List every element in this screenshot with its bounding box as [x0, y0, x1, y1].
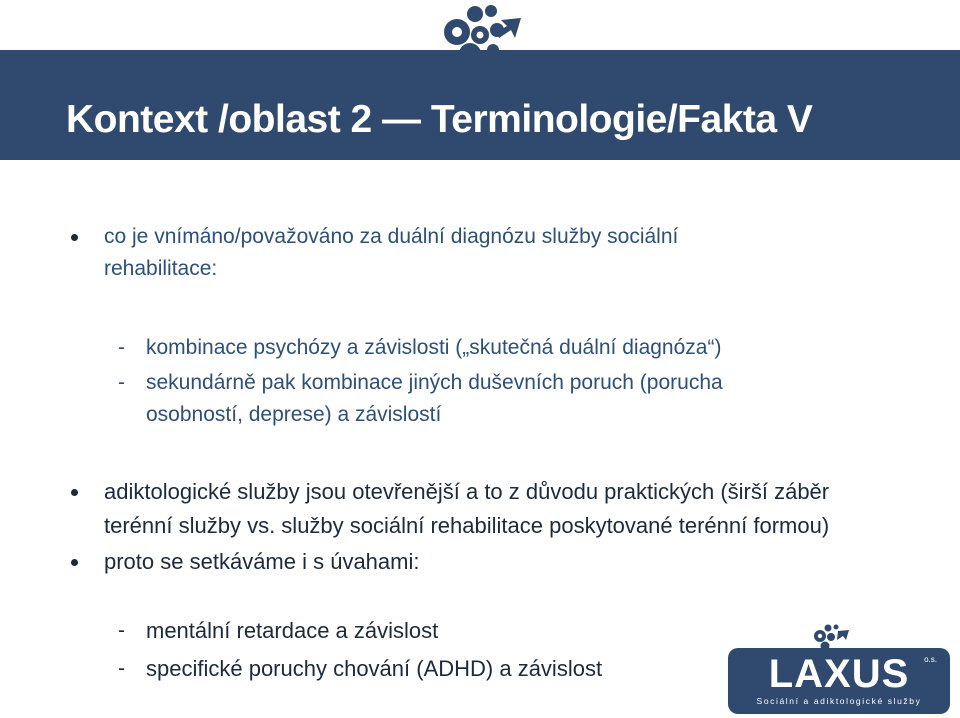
- bullet3-line1: proto se setkáváme i s úvahami:: [104, 549, 420, 574]
- bullet-marker: [71, 234, 78, 241]
- bullet2-line1: adiktologické služby jsou otevřenější a to z důvodu praktických (širší záběr: [104, 479, 830, 504]
- sublist1-item2-line2: osobností, deprese) a závislostí: [146, 403, 442, 426]
- bullet2-line2: terénní služby vs. služby sociální rehabilitace poskytované terénní formou): [104, 513, 830, 538]
- sublist1-item1: kombinace psychózy a závislosti („skutečná duální diagnóza“): [146, 336, 722, 359]
- bullet-marker: [71, 489, 78, 496]
- laxus-suffix: o.s.: [924, 655, 937, 664]
- sublist2-item2: specifické poruchy chování (ADHD) a závislost: [146, 656, 603, 681]
- page-title: Kontext /oblast 2 — Terminologie/Fakta V: [66, 98, 813, 141]
- sublist1-dash: -: [118, 371, 125, 394]
- sublist1-item2-line1: sekundárně pak kombinace jiných duševních poruch (porucha: [146, 371, 723, 394]
- sublist1-dash: -: [118, 336, 125, 359]
- laxus-tagline: Sociální a adiktologické služby: [756, 696, 922, 706]
- bullet-marker: [71, 559, 78, 566]
- laxus-logo: [728, 622, 950, 714]
- laxus-wordmark: LAXUS: [768, 652, 910, 696]
- laxus-bubbles-icon: [814, 625, 849, 651]
- bullet1-line2: rehabilitace:: [104, 257, 218, 280]
- sublist2-dash: -: [118, 619, 125, 642]
- sublist2-item1: mentální retardace a závislost: [146, 618, 439, 643]
- bullet1-line1: co je vnímáno/považováno za duální diagnózu služby sociální: [104, 225, 679, 248]
- sublist2-dash: -: [118, 657, 125, 680]
